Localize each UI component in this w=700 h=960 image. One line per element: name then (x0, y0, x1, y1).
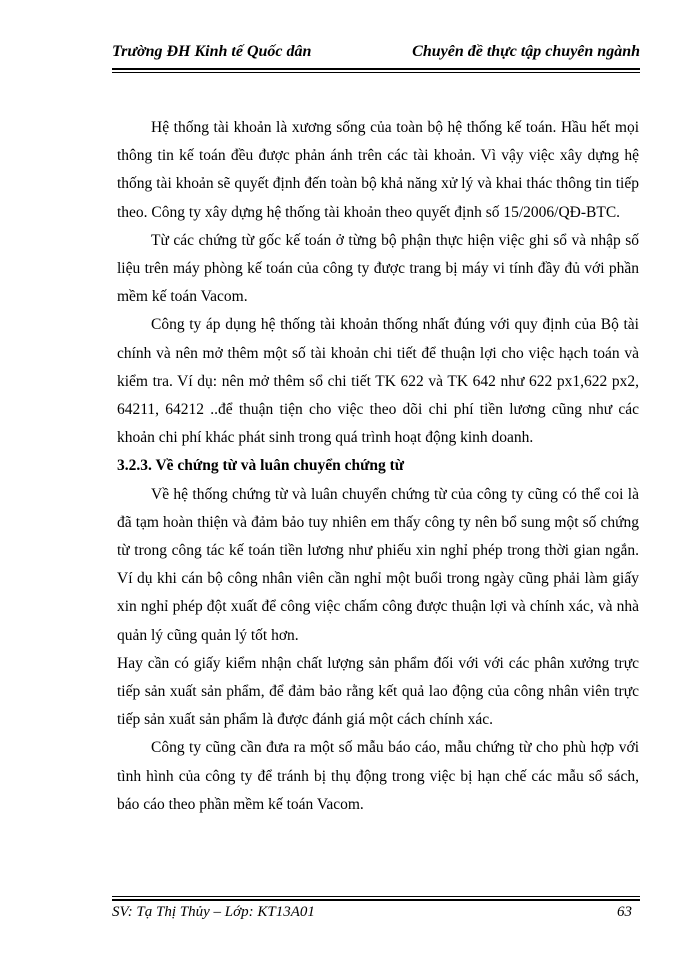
footer-divider (112, 896, 640, 901)
paragraph-detailed-accounts: Công ty áp dụng hệ thống tài khoản thống nhất đúng với quy định của Bộ tài chính và nên mở thêm một số tài khoản chi tiết để thuận lợi cho việc hạch toán và kiểm tra. Ví dụ: nên mở thêm sổ chi tiết TK 622 và TK 642 như 622 px1,622 px2, 64211, 64212 ..để thuận tiện cho việc theo dõi chi phí tiền lương cũng như các khoản chi phí khác phát sinh trong quá trình hoạt động kinh doanh. (117, 316, 639, 447)
page-header (112, 42, 640, 64)
paragraph-source-documents: Từ các chứng từ gốc kế toán ở từng bộ phận thực hiện việc ghi sổ và nhập số liệu trên máy phòng kế toán của công ty được trang bị máy vi tính đầy đủ với phần mềm kế toán Vacom. (117, 231, 639, 306)
header-report-title: Chuyên đề thực tập chuyên ngành (412, 43, 640, 60)
page-number: 63 (617, 904, 632, 920)
paragraph-documents-flow: Về hệ thống chứng từ và luân chuyển chứng từ của công ty cũng có thể coi là đã tạm hoàn thiện và đảm bảo tuy nhiên em thấy công ty nên bổ sung một số chứng từ trong công tác kế toán tiền lương như phiếu xin nghỉ phép trong thời gian ngắn. Ví dụ khi cán bộ công nhân viên cần nghỉ một buổi trong ngày cũng phải làm giấy xin nghỉ phép đột xuất để công việc chấm công được thuận lợi và chính xác, và nhà quản lý cũng quản lý tốt hơn. (117, 485, 639, 644)
header-university: Trường ĐH Kinh tế Quốc dân (112, 43, 312, 60)
paragraph-quality-check: Hay cần có giấy kiểm nhận chất lượng sản phẩm đối với với các phân xưởng trực tiếp sản xuất sản phẩm, để đảm bảo rằng kết quả lao động của công nhân viên trực tiếp sản xuất sản phẩm là được đánh giá một cách chính xác. (117, 654, 639, 729)
header-divider (112, 68, 640, 73)
page-footer (112, 903, 640, 923)
footer-student-info: SV: Tạ Thị Thủy – Lớp: KT13A01 (112, 904, 315, 920)
section-heading: 3.2.3. Về chứng từ và luân chuyển chứng từ (117, 457, 405, 475)
paragraph-account-system: Hệ thống tài khoản là xương sống của toàn bộ hệ thống kế toán. Hầu hết mọi thông tin kế toán đều được phản ánh trên các tài khoản. Vì vậy việc xây dựng hệ thống tài khoản sẽ quyết định đến toàn bộ khả năng xử lý và khai thác thông tin tiếp theo. Công ty xây dựng hệ thống tài khoản theo quyết định số 15/2006/QĐ-BTC. (117, 119, 639, 221)
paragraph-report-templates: Công ty cũng cần đưa ra một số mẫu báo cáo, mẫu chứng từ cho phù hợp với tình hình của công ty để tránh bị thụ động trong việc bị hạn chế các mẫu sổ sách, báo cáo theo phần mềm kế toán Vacom. (117, 739, 639, 813)
page-content (117, 114, 639, 819)
